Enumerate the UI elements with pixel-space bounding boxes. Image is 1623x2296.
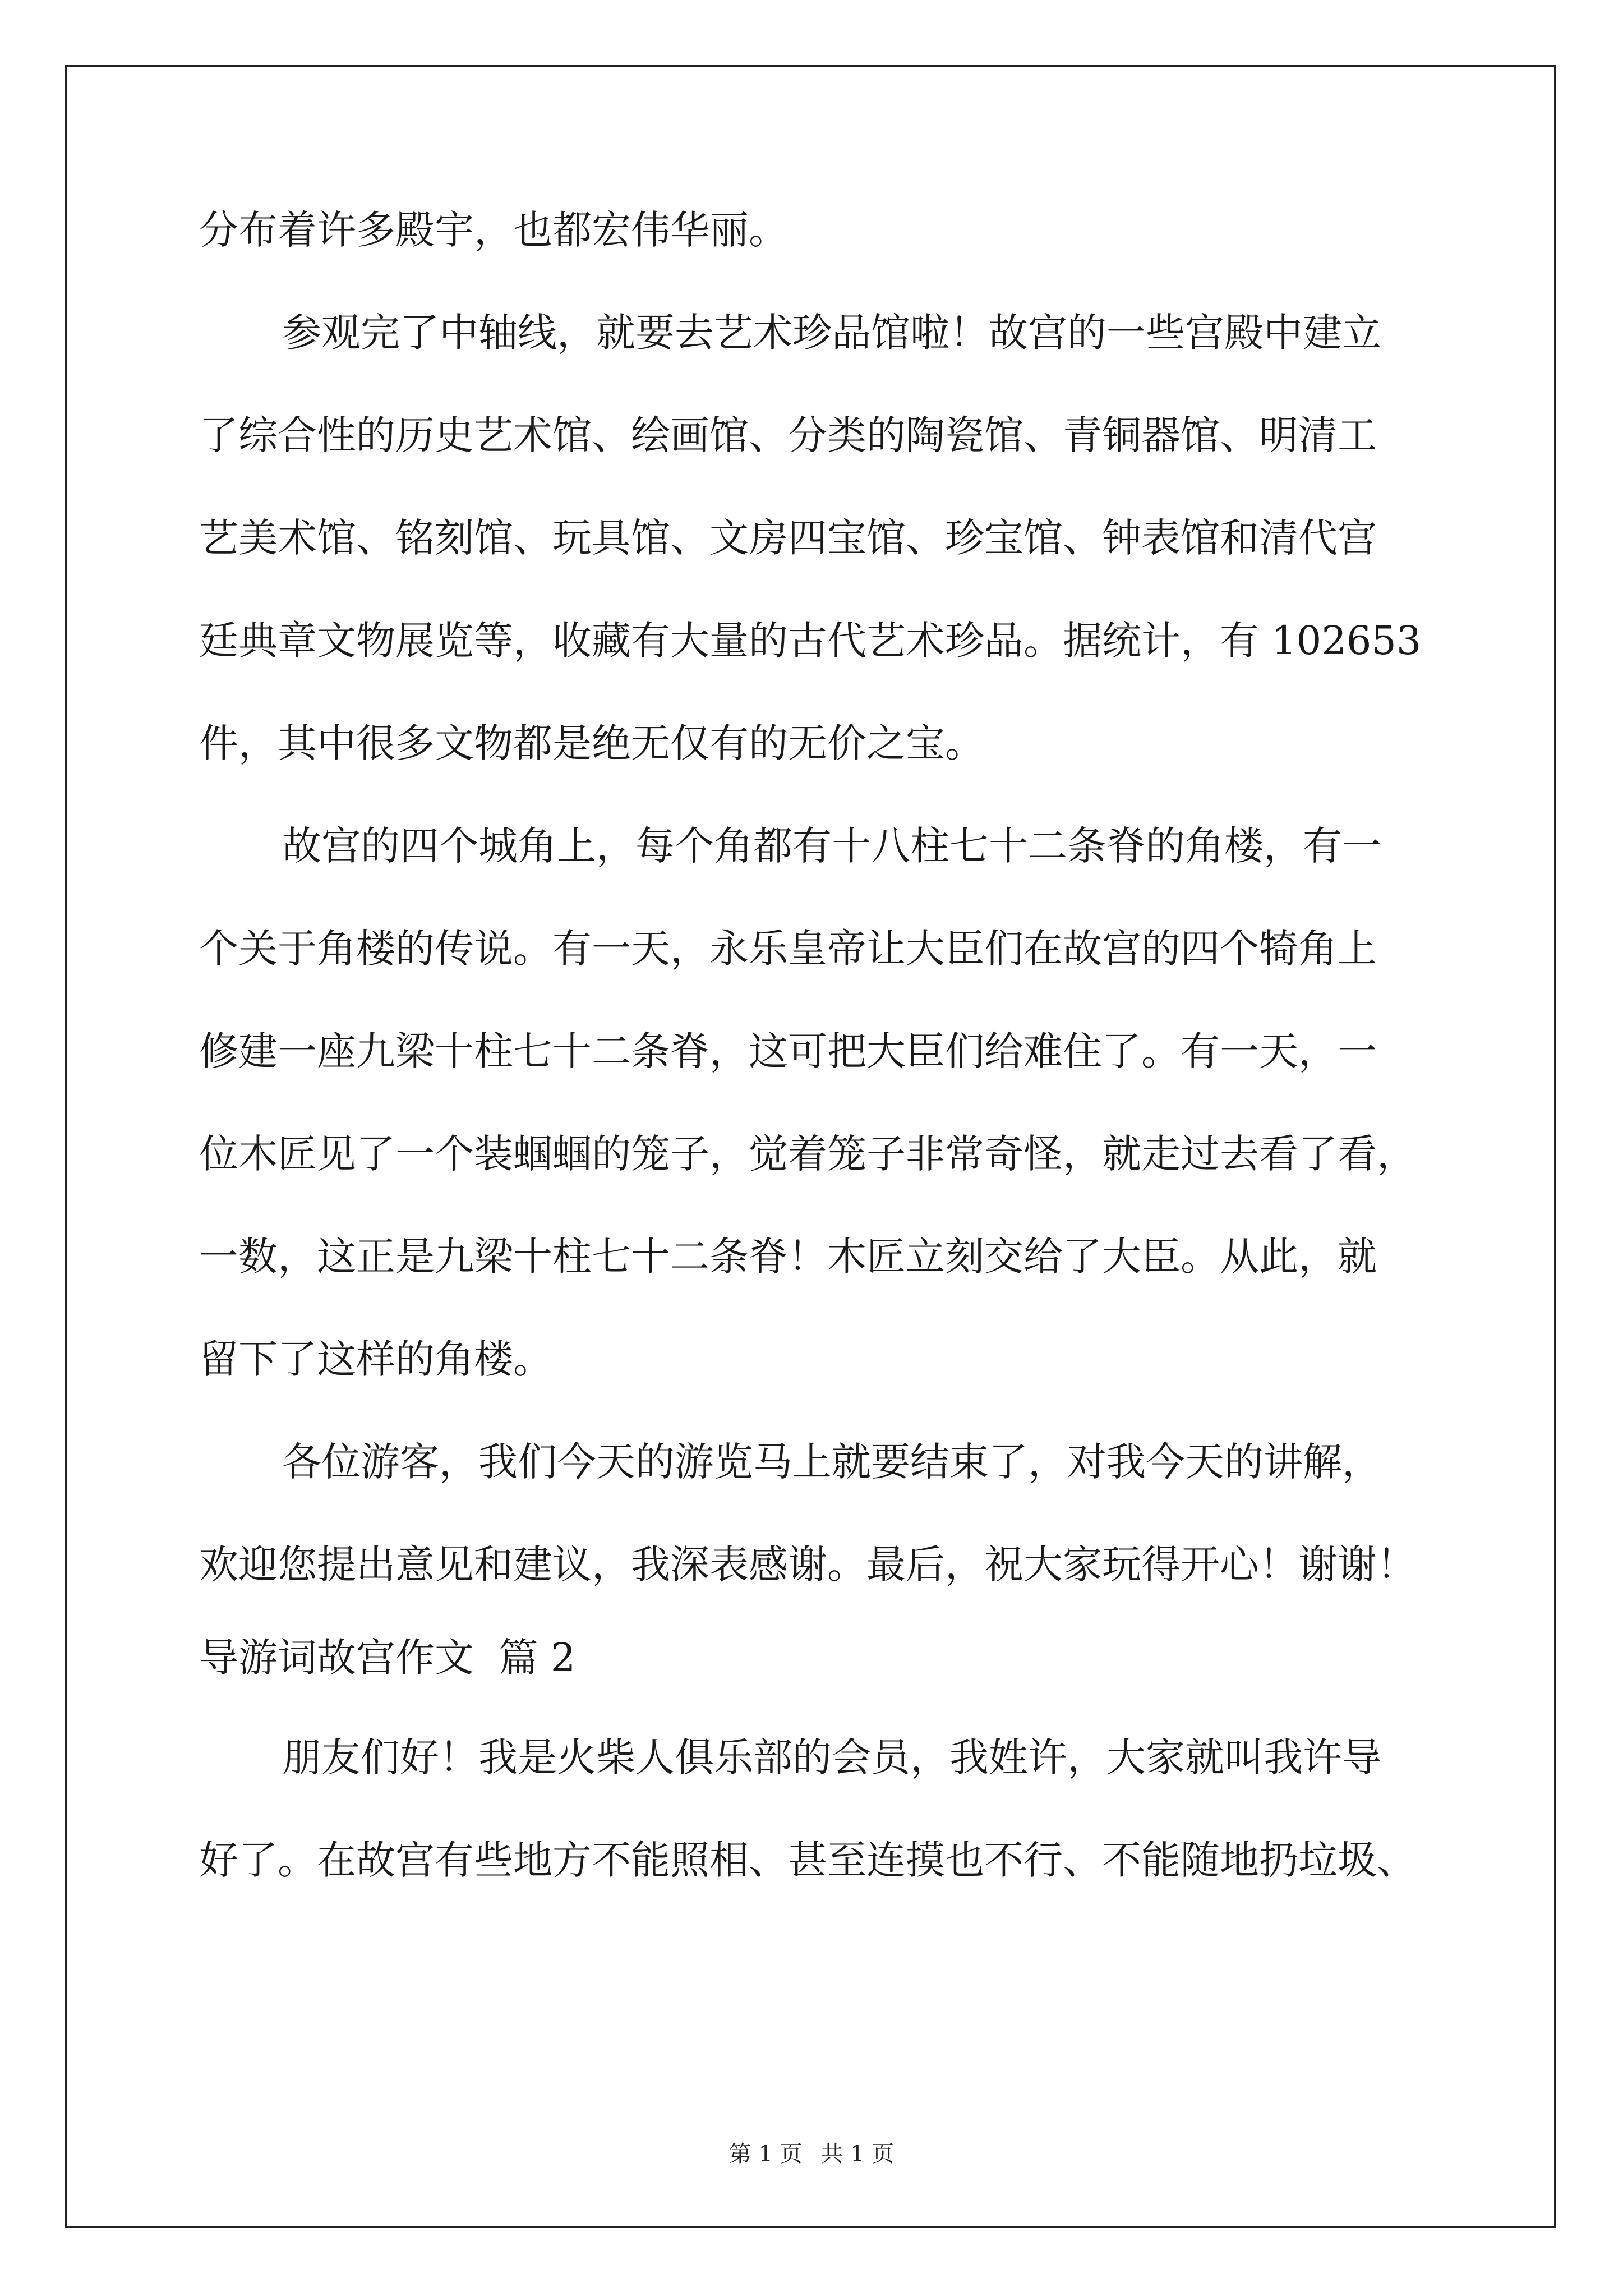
- text-line: 留下了这样的角楼。: [199, 1336, 552, 1382]
- page-footer: [0, 2136, 1623, 2168]
- page-number: 第 1 页: [728, 2141, 803, 2167]
- page-total: 共 1 页: [820, 2141, 895, 2167]
- section-heading: 导游词故宫作文 篇 2: [199, 1635, 576, 1681]
- paragraph-first-line: 故宫的四个城角上，每个角都有十八柱七十二条脊的角楼，有一: [282, 823, 1381, 869]
- text-line: 好了。在故宫有些地方不能照相、甚至连摸也不行、不能随地扔垃圾、: [199, 1837, 1416, 1883]
- text-line: 艺美术馆、铭刻馆、玩具馆、文房四宝馆、珍宝馆、钟表馆和清代宫: [199, 515, 1377, 561]
- text-line: 分布着许多殿宇，也都宏伟华丽。: [199, 207, 788, 253]
- text-line: 位木匠见了一个装蝈蝈的笼子，觉着笼子非常奇怪，就走过去看了看，: [199, 1131, 1416, 1177]
- paragraph-first-line: 各位游客，我们今天的游览马上就要结束了，对我今天的讲解，: [282, 1439, 1381, 1485]
- text-line: 个关于角楼的传说。有一天，永乐皇帝让大臣们在故宫的四个犄角上: [199, 926, 1377, 972]
- text-line: 欢迎您提出意见和建议，我深表感谢。最后，祝大家玩得开心！谢谢！: [199, 1542, 1416, 1588]
- paragraph-first-line: 参观完了中轴线，就要去艺术珍品馆啦！故宫的一些宫殿中建立: [282, 310, 1381, 356]
- paragraph-first-line: 朋友们好！我是火柴人俱乐部的会员，我姓许，大家就叫我许导: [282, 1734, 1381, 1780]
- text-line: 修建一座九梁十柱七十二条脊，这可把大臣们给难住了。有一天，一: [199, 1028, 1377, 1074]
- text-line: 了综合性的历史艺术馆、绘画馆、分类的陶瓷馆、青铜器馆、明清工: [199, 412, 1377, 458]
- text-line: 一数，这正是九梁十柱七十二条脊！木匠立刻交给了大臣。从此，就: [199, 1234, 1377, 1280]
- text-line: 件，其中很多文物都是绝无仅有的无价之宝。: [199, 720, 984, 766]
- text-line: 廷典章文物展览等，收藏有大量的古代艺术珍品。据统计，有 102653: [199, 618, 1422, 664]
